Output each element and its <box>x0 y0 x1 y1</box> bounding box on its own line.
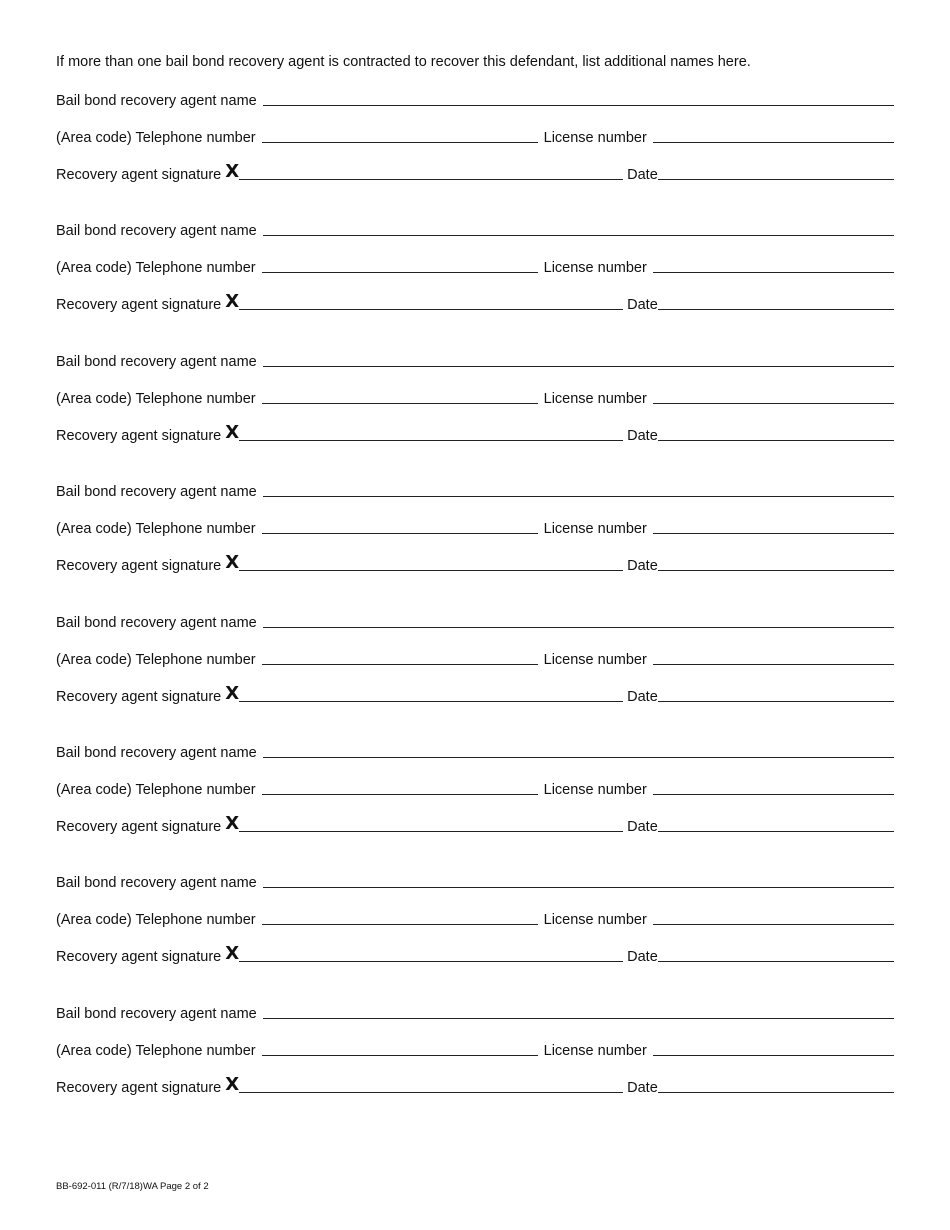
license-number-field[interactable] <box>653 272 894 273</box>
agent-name-field[interactable] <box>263 757 894 758</box>
signature-x-icon: X <box>225 291 240 313</box>
license-label: License number <box>543 130 647 146</box>
agent-name-row <box>56 872 894 892</box>
telephone-field[interactable] <box>262 403 538 404</box>
signature-field[interactable] <box>239 570 623 571</box>
phone-license-row <box>56 388 894 408</box>
date-field[interactable] <box>658 440 894 441</box>
license-label: License number <box>543 390 647 407</box>
signature-x-icon: X <box>225 552 240 574</box>
signature-field[interactable] <box>239 961 623 962</box>
signature-label: Recovery agent signature <box>56 819 222 835</box>
signature-x-icon: X <box>225 161 240 182</box>
license-number-field[interactable] <box>653 1055 894 1056</box>
phone-license-row <box>56 909 894 929</box>
signature-label: Recovery agent signature <box>56 427 222 444</box>
agent-name-row <box>56 612 894 632</box>
date-label: Date <box>627 167 658 183</box>
agent-name-row <box>56 90 894 110</box>
agent-name-label: Bail bond recovery agent name <box>56 223 257 240</box>
phone-license-row <box>56 779 894 799</box>
telephone-label: (Area code) Telephone number <box>56 651 256 668</box>
signature-x-icon: X <box>225 943 240 965</box>
telephone-label: (Area code) Telephone number <box>56 130 256 146</box>
form-footer: BB-692-011 (R/7/18)WA Page 2 of 2 <box>56 1181 209 1192</box>
telephone-field[interactable] <box>262 272 538 273</box>
date-label: Date <box>627 688 658 705</box>
phone-license-row <box>56 649 894 669</box>
signature-label: Recovery agent signature <box>56 558 222 575</box>
date-field[interactable] <box>658 961 894 962</box>
date-label: Date <box>627 558 658 575</box>
date-label: Date <box>627 819 658 835</box>
signature-label: Recovery agent signature <box>56 949 222 966</box>
telephone-label: (Area code) Telephone number <box>56 912 256 929</box>
license-label: License number <box>543 651 647 668</box>
signature-x-icon: X <box>225 421 240 443</box>
telephone-label: (Area code) Telephone number <box>56 782 256 798</box>
license-number-field[interactable] <box>653 664 894 665</box>
agent-name-field[interactable] <box>263 235 894 236</box>
signature-label: Recovery agent signature <box>56 167 222 183</box>
agent-name-label: Bail bond recovery agent name <box>56 614 257 631</box>
agent-name-label: Bail bond recovery agent name <box>56 745 257 761</box>
signature-date-row <box>56 682 894 706</box>
agent-name-field[interactable] <box>263 105 894 106</box>
agent-name-label: Bail bond recovery agent name <box>56 1005 257 1022</box>
agent-name-label: Bail bond recovery agent name <box>56 353 257 370</box>
agent-name-label: Bail bond recovery agent name <box>56 875 257 892</box>
agent-name-field[interactable] <box>263 1018 894 1019</box>
phone-license-row <box>56 257 894 277</box>
signature-field[interactable] <box>239 440 623 441</box>
license-label: License number <box>543 912 647 929</box>
telephone-label: (Area code) Telephone number <box>56 390 256 407</box>
license-label: License number <box>543 260 647 277</box>
telephone-field[interactable] <box>262 664 538 665</box>
phone-license-row <box>56 127 894 147</box>
license-number-field[interactable] <box>653 924 894 925</box>
date-field[interactable] <box>658 701 894 702</box>
agent-name-row <box>56 1003 894 1023</box>
signature-field[interactable] <box>239 309 623 310</box>
date-label: Date <box>627 1079 658 1096</box>
agent-name-label: Bail bond recovery agent name <box>56 484 257 501</box>
date-label: Date <box>627 427 658 444</box>
instructions-text: If more than one bail bond recovery agent is contracted to recover this defendant, list additional names here. <box>56 54 751 70</box>
telephone-label: (Area code) Telephone number <box>56 260 256 277</box>
signature-x-icon: X <box>225 682 240 704</box>
phone-license-row <box>56 1040 894 1060</box>
date-label: Date <box>627 297 658 314</box>
telephone-label: (Area code) Telephone number <box>56 521 256 538</box>
agent-name-field[interactable] <box>263 496 894 497</box>
signature-label: Recovery agent signature <box>56 297 222 314</box>
signature-date-row <box>56 291 894 314</box>
telephone-label: (Area code) Telephone number <box>56 1042 256 1059</box>
phone-license-row <box>56 518 894 538</box>
signature-x-icon: X <box>225 1073 240 1095</box>
date-field[interactable] <box>658 831 894 832</box>
signature-date-row <box>56 943 894 966</box>
signature-label: Recovery agent signature <box>56 1079 222 1096</box>
agent-name-field[interactable] <box>263 366 894 367</box>
agent-name-row <box>56 220 894 240</box>
agent-name-field[interactable] <box>263 887 894 888</box>
telephone-field[interactable] <box>262 1055 538 1056</box>
signature-field[interactable] <box>239 179 623 180</box>
license-number-field[interactable] <box>653 533 894 534</box>
license-number-field[interactable] <box>653 142 894 143</box>
agent-name-label: Bail bond recovery agent name <box>56 93 257 109</box>
signature-date-row <box>56 552 894 575</box>
signature-field[interactable] <box>239 701 623 702</box>
date-field[interactable] <box>658 570 894 571</box>
date-label: Date <box>627 949 658 966</box>
date-field[interactable] <box>658 1092 894 1093</box>
signature-x-icon: X <box>225 813 240 834</box>
signature-date-row <box>56 813 894 836</box>
license-label: License number <box>543 1042 647 1059</box>
signature-date-row <box>56 1073 894 1097</box>
agent-name-row <box>56 481 894 501</box>
signature-date-row <box>56 421 894 445</box>
telephone-field[interactable] <box>262 533 538 534</box>
signature-field[interactable] <box>239 831 623 832</box>
license-number-field[interactable] <box>653 403 894 404</box>
telephone-field[interactable] <box>262 794 538 795</box>
license-label: License number <box>543 782 647 798</box>
date-field[interactable] <box>658 179 894 180</box>
signature-field[interactable] <box>239 1092 623 1093</box>
license-number-field[interactable] <box>653 794 894 795</box>
agent-name-field[interactable] <box>263 627 894 628</box>
agent-name-row <box>56 742 894 762</box>
agent-name-row <box>56 351 894 371</box>
signature-date-row <box>56 161 894 184</box>
telephone-field[interactable] <box>262 142 538 143</box>
date-field[interactable] <box>658 309 894 310</box>
license-label: License number <box>543 521 647 538</box>
signature-label: Recovery agent signature <box>56 688 222 705</box>
telephone-field[interactable] <box>262 924 538 925</box>
